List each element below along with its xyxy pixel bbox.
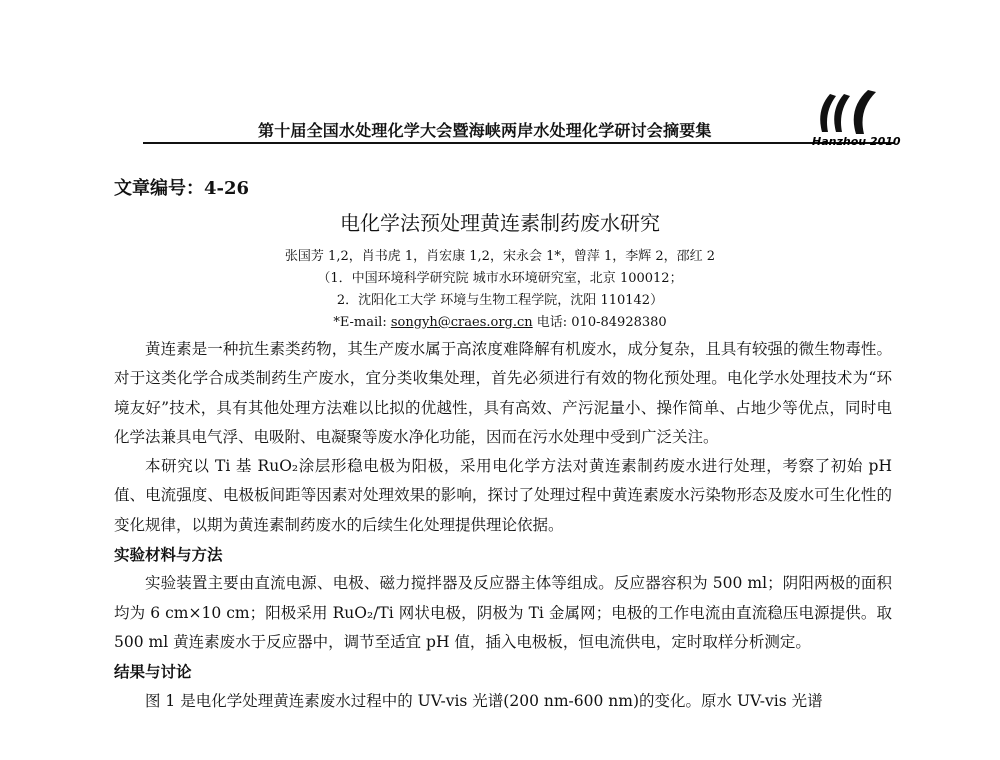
affiliation-2: 2．沈阳化工大学 环境与生物工程学院，沈阳 110142） [336, 293, 664, 308]
contact-line [0, 311, 1000, 330]
paragraph-intro: 黄连素是一种抗生素类药物，其生产废水属于高浓度难降解有机废水，成分复杂，且具有较强的微生物毒性。对于这类化学合成类制药生产废水，宜分类收集处理，首先必须进行有效的物化预处理。电化学水处理技术为“环境友好”技术，具有其他处理方法难以比拟的优越性，具有高效、产污泥量小、操作简单、占地少等优点，同时电化学法兼具电气浮、电吸附、电凝聚等废水净化功能，因而在污水处理中受到广泛关注。 [114, 340, 892, 446]
logo-wave-2 [834, 94, 850, 132]
section-heading-results: 结果与讨论 [114, 662, 192, 682]
logo-wave-1 [820, 94, 836, 132]
author-list: 张国芳 1,2，肖书虎 1，肖宏康 1,2，宋永会 1*，曾萍 1，李辉 2，邵红 2 [284, 249, 716, 264]
email-label: *E-mail: [333, 315, 391, 330]
paper-title: 电化学法预处理黄连素制药废水研究 [340, 211, 660, 235]
paragraph-methods: 实验装置主要由直流电源、电极、磁力搅拌器及反应器主体等组成。反应器容积为 500 ml；阴阳两极的面积均为 6 cm×10 cm；阳极采用 RuO₂/Ti 网状电极，阴极为 Ti 金属网；电极的工作电流由直流稳压电源提供。取 500 ml 黄连素废水于反应器中，调节至适宜 pH 值，插入电极板，恒电流供电，定时取样分析测定。 [114, 574, 892, 651]
header-rule [143, 142, 895, 144]
paragraph-results: 图 1 是电化学处理黄连素废水过程中的 UV-vis 光谱(200 nm-600 nm)的变化。原水 UV-vis 光谱 [145, 691, 823, 710]
running-header: 第十届全国水处理化学大会暨海峡两岸水处理化学研讨会摘要集 [258, 121, 712, 140]
logo-wave-3 [854, 90, 876, 134]
phone-number: 电话: 010-84928380 [532, 315, 667, 330]
article-number: 文章编号：4-26 [114, 178, 250, 199]
logo-text: Hanzhou 2010 [812, 135, 901, 148]
section-heading-methods: 实验材料与方法 [114, 545, 223, 565]
conference-logo [808, 88, 904, 148]
paragraph-objective: 本研究以 Ti 基 RuO₂涂层形稳电极为阳极，采用电化学方法对黄连素制药废水进行处理，考察了初始 pH 值、电流强度、电极板间距等因素对处理效果的影响，探讨了处理过程中黄连素废水污染物形态及废水可生化性的变化规律，以期为黄连素制药废水的后续生化处理提供理论依据。 [114, 457, 892, 534]
abstract-body [114, 335, 892, 716]
email-link[interactable]: songyh@craes.org.cn [390, 315, 533, 330]
affiliation-1: （1．中国环境科学研究院 城市水环境研究室，北京 100012； [317, 271, 683, 286]
